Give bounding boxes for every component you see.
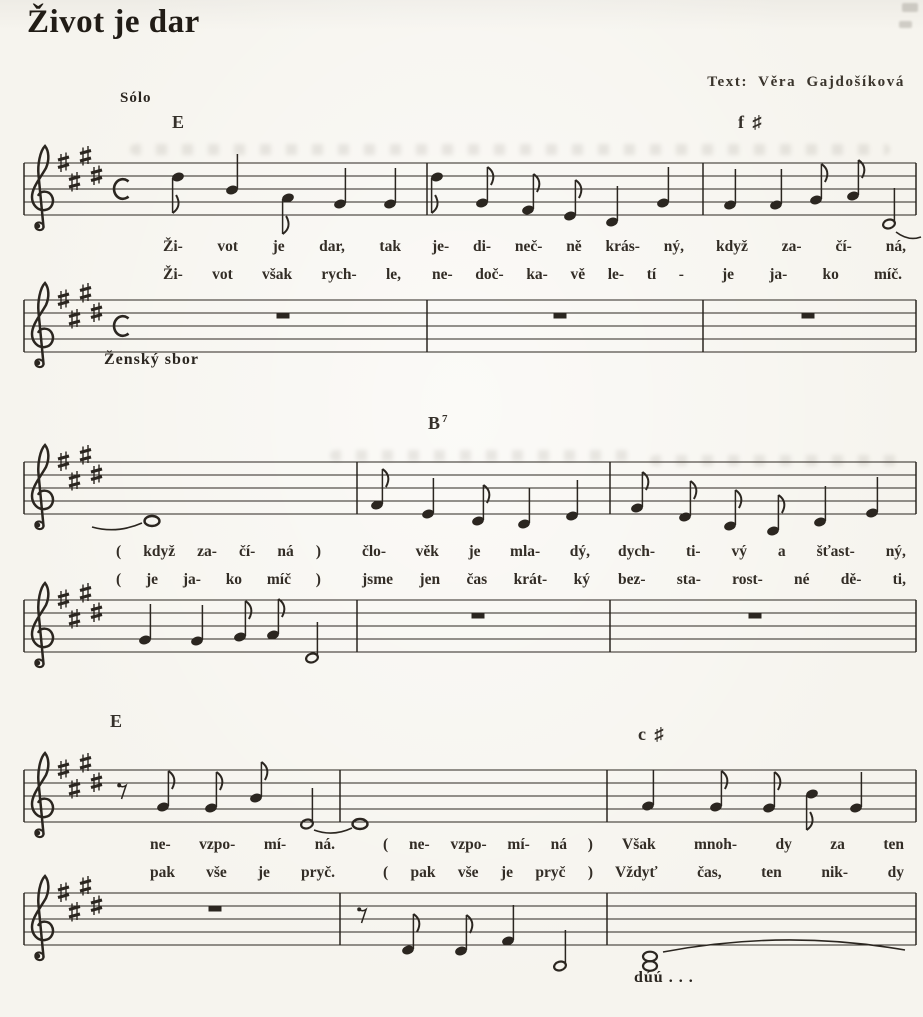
lyric-line: ( když za- čí- ná ) xyxy=(116,543,321,560)
lyric-line: Vždyť čas, ten nik- dy xyxy=(615,864,904,881)
solo-label: Sólo xyxy=(120,90,152,106)
page-title: Život je dar xyxy=(27,4,200,40)
lyric-line: je ja- ko míč. xyxy=(722,266,902,283)
lyric-line: pak vše je pryč. xyxy=(150,864,335,881)
staff xyxy=(24,445,916,537)
chord-root: B xyxy=(428,413,443,433)
staff xyxy=(24,876,916,972)
lyric-line: člo- věk je mla- dý, xyxy=(362,543,590,560)
lyric-line: bez- sta- rost- né dě- ti, xyxy=(618,571,906,588)
lyric-line: ne- doč- ka- vě le- tí - xyxy=(432,266,684,283)
lyric-line: ( pak vše je pryč ) xyxy=(383,864,593,881)
chord-symbol-B7 xyxy=(428,413,450,434)
lyric-line: je- di- neč- ně krás- ný, xyxy=(432,238,684,255)
staff xyxy=(24,583,916,667)
lyric-line: ( je ja- ko míč ) xyxy=(116,571,321,588)
lyric-line: dych- ti- vý a šťast- ný, xyxy=(618,543,906,560)
lyric-line: ne- vzpo- mí- ná. xyxy=(150,836,335,853)
vocalise-label: dúú . . . xyxy=(634,969,694,986)
choir-label: Ženský sbor xyxy=(104,351,200,368)
lyric-line: když za- čí- ná, xyxy=(716,238,906,255)
lyric-line: ( ne- vzpo- mí- ná ) xyxy=(383,836,593,853)
chord-symbol-E: E xyxy=(172,112,187,132)
chord-symbol-c-sharp: c ♯ xyxy=(638,724,666,744)
text-credit: Text: Věra Gajdošíková xyxy=(707,74,905,90)
chord-seventh: 7 xyxy=(442,413,450,425)
staff xyxy=(24,146,921,238)
lyric-line: Ži- vot však rych- le, xyxy=(163,266,401,283)
lyric-line: jsme jen čas krát- ký xyxy=(362,571,590,588)
chord-symbol-E: E xyxy=(110,711,125,731)
lyric-line: Ži- vot je dar, tak xyxy=(163,238,401,255)
staff xyxy=(24,753,916,837)
chord-symbol-f-sharp: f ♯ xyxy=(738,112,764,132)
lyric-line: Však mnoh- dy za ten xyxy=(622,836,904,853)
